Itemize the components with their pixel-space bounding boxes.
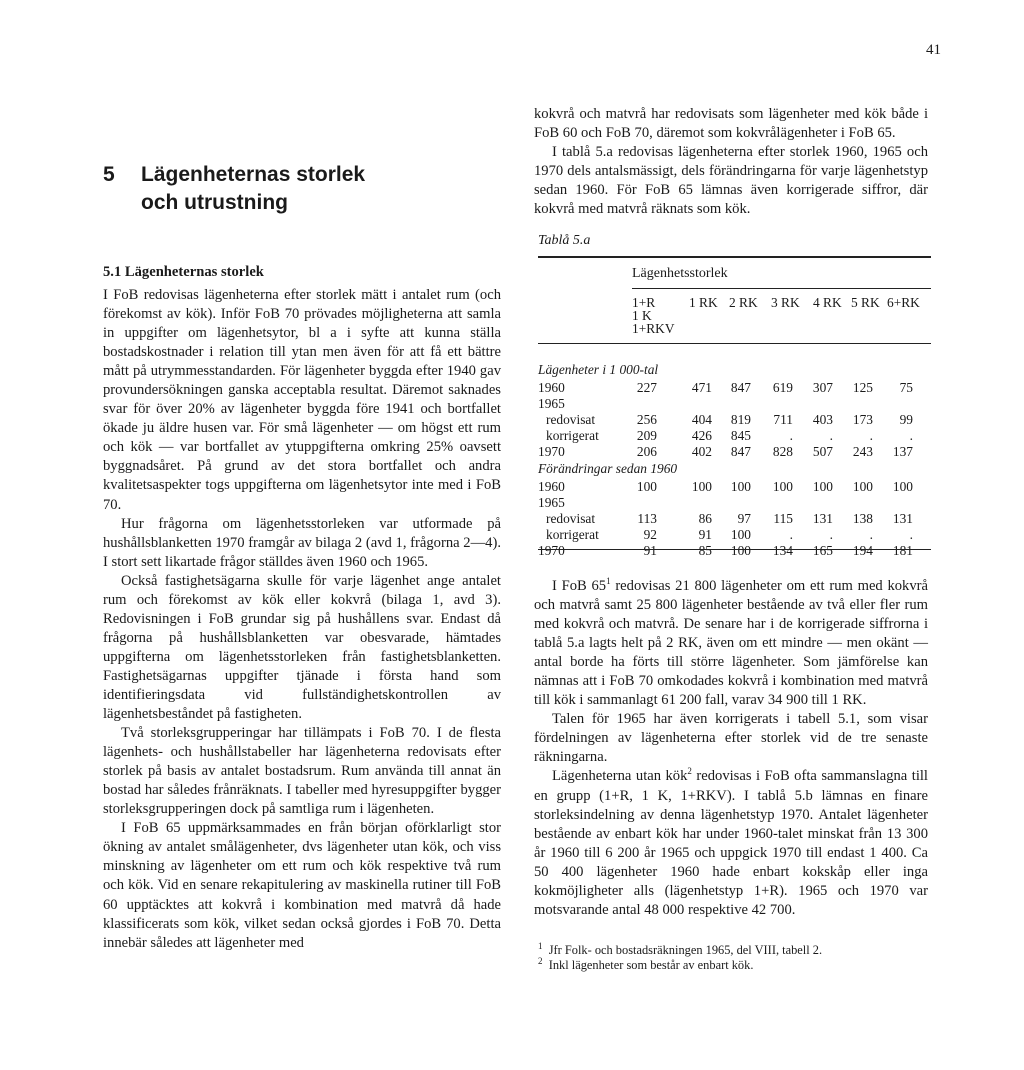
table-cell: 426 (691, 428, 712, 443)
table-cell: 137 (892, 444, 913, 459)
table-row-label: 1965 (538, 495, 565, 510)
table-cell: 92 (643, 527, 657, 542)
table-cell: 227 (636, 380, 657, 395)
section-heading: 5.1 Lägenheternas storlek (103, 264, 264, 280)
table-cell: 711 (773, 412, 793, 427)
table-cell: 194 (852, 543, 873, 558)
table-cell: . (829, 428, 833, 443)
table-row-label: 1970 (538, 444, 565, 459)
table-bottom-rule (538, 549, 931, 550)
table-cell: 471 (691, 380, 712, 395)
table-cell: 100 (892, 479, 913, 494)
table-cell: 181 (892, 543, 913, 558)
body-paragraph: kokvrå och matvrå har redovisats som lägenheter med kök både i FoB 60 och FoB 70, däremot som kokvrålägenheter i FoB 65. (534, 106, 928, 142)
page-number: 41 (926, 42, 941, 58)
table-cell: 845 (730, 428, 751, 443)
footnote: $^1$ Jfr Folk- och bostadsräkningen 1965, del VIII, tabell 2. (538, 940, 823, 957)
table-cell: 206 (636, 444, 657, 459)
col-header: 1 RK (689, 295, 718, 310)
table-cell: 100 (730, 527, 751, 542)
table-row-label: korrigerat (546, 428, 599, 443)
table-cell: 847 (730, 444, 751, 459)
table-cell: 619 (772, 380, 793, 395)
table-body-rule (538, 343, 931, 344)
table-cell: 131 (812, 511, 833, 526)
table-cell: 131 (892, 511, 913, 526)
table-row-label: 1960 (538, 380, 565, 395)
table-row-label: korrigerat (546, 527, 599, 542)
body-paragraph: Lägenheterna utan kök$^2$ redovisas i FoB ofta sammanslagna till en grupp (1+R, 1 K, 1+RKV). I tablå 5.b lämnas en finare storleksindelning av denna lägenhetstyp 1970. Antalet lägenheter bestående av enbart kök har under 1960-talet minskat från 13 300 år 1960 till 6 200 år 1965 och uppgick 1970 till endast 1 400. Ca 50 400 lägenheter 1960 hade enbart kokskåp eller inga kokmöjligheter alls (lägenhetstyp 1+R). 1965 och 1970 var motsvarande antal 48 000 respektive 42 700. (534, 766, 928, 918)
body-paragraph: Talen för 1965 har även korrigerats i tabell 5.1, som visar fördelningen av lägenheterna efter storlek vid de tre senaste räkningarna. (534, 711, 928, 766)
table-cell: 115 (773, 511, 793, 526)
table-cell: 307 (812, 380, 833, 395)
table-cell: 507 (812, 444, 833, 459)
col-header: 6+RK (887, 295, 920, 310)
table-cell: 100 (636, 479, 657, 494)
table-cell: 75 (899, 380, 913, 395)
table-cell: 403 (812, 412, 833, 427)
footnotes (538, 940, 932, 973)
table-section-title: Förändringar sedan 1960 (538, 461, 678, 476)
table-cell: 125 (852, 380, 873, 395)
body-paragraph: Också fastighetsägarna skulle för varje lägenhet ange antalet rum och förekomst av kök eller kokvrå (bilaga 1, avd 3). Redovisningen i FoB grundar sig på hushållens svar. Endast då frågorna på hushållsblanketten var obesvarade, hämtades uppgifterna om lägenhetsstorleken från fastighetsblanketten. Fastighetsägarnas uppgifter tjänade i första hand som identifieringsdata vid fullständighetskontrollen av lägenhetsbeståndet på fastigheten. (103, 572, 501, 723)
table-row-label: 1965 (538, 396, 565, 411)
table-cell: . (909, 527, 913, 542)
table-cell: 100 (730, 543, 751, 558)
table-stub-header: Lägenhetsstorlek (632, 266, 728, 281)
table-cell: 243 (852, 444, 873, 459)
table-cell: 113 (637, 511, 657, 526)
table-cell: 99 (899, 412, 913, 427)
table-row-label: 1960 (538, 479, 565, 494)
table-cell: 828 (772, 444, 793, 459)
table-row-label: 1970 (538, 543, 565, 558)
body-paragraph: I FoB redovisas lägenheterna efter storlek mätt i antalet rum (och förekomst av kök). Inför FoB 70 prövades möjligheterna att samla in uppgifter om lägenhetsytor, bl a i syfte att kunna ställa bostadskostnader i relation till ytan men även för att få ett bättre mått på utrymmesstandarden. För lägenheter byggda efter 1940 gav provundersökningen ganska acceptabla resultat. Däremot saknades svar för över 20% av lägenheter byggda före 1941 och bortfallet ökade ju äldre husen var. För små lägenheter — om högst ett rum och kök — var bortfallet av ytuppgifterna omkring 25% oavsett byggnadsåret. På grund av det stora bortfallet och andra kvalitetsaspekter togs uppgifterna om lägenhetsytor inte med i FoB 70. (103, 287, 501, 513)
chapter-title-line1: Lägenheternas storlek (141, 163, 366, 186)
col-header-first-2: 1 K (632, 308, 652, 323)
chapter-title-line2: och utrustning (141, 191, 288, 214)
table-cell: 138 (852, 511, 873, 526)
table-cell: . (789, 527, 793, 542)
right-bottom-column (534, 577, 928, 920)
body-paragraph: Hur frågorna om lägenhetsstorleken var utformade på hushållsblanketten 1970 framgår av bilaga 2 (avd 1, frågorna 2—4). I stort sett likartade frågor ställdes även 1960 och 1965. (103, 515, 501, 570)
col-header: 4 RK (813, 295, 842, 310)
table-cell: 100 (772, 479, 793, 494)
table-cell: 91 (698, 527, 712, 542)
table-cell: 819 (730, 412, 751, 427)
table-cell: 91 (643, 543, 657, 558)
table-cell: 100 (812, 479, 833, 494)
table-row-label: redovisat (546, 511, 596, 526)
body-paragraph: I FoB $65^1$ redovisas 21 800 lägenheter om ett rum med kokvrå och matvrå samt 25 800 lägenheter bestående av två eller fler rum med kokvrå och matvrå. De senare har i de korrigerade siffrorna i tablå 5.a lagts helt på 2 RK, även om ett mindre — men okänt — antal borde ha förts till större lägenheter. Som jämförelse kan nämnas att i FoB 70 omkodades kokvrå i kombination med matvrå till kök i sammanlagt 61 200 fall, varav 34 900 till 1 RK. (534, 576, 928, 709)
table-cell: . (829, 527, 833, 542)
table-cell: 97 (737, 511, 751, 526)
table-cell: 404 (691, 412, 712, 427)
table-cell: 847 (730, 380, 751, 395)
table-cell: 209 (636, 428, 657, 443)
table-cell: . (789, 428, 793, 443)
col-header: 3 RK (771, 295, 800, 310)
col-header-first-1: 1+R (632, 295, 656, 310)
table-header-rule (632, 288, 931, 289)
col-header: 2 RK (729, 295, 758, 310)
table-cell: 402 (691, 444, 712, 459)
table-cell: 100 (691, 479, 712, 494)
footnote: $^2$ Inkl lägenheter som består av enbart kök. (538, 955, 754, 972)
left-column (103, 286, 501, 953)
table-cell: . (869, 428, 873, 443)
table-cell: 173 (852, 412, 873, 427)
body-paragraph: I tablå 5.a redovisas lägenheterna efter storlek 1960, 1965 och 1970 dels antalsmässigt, dels förändringarna för varje lägenhetstyp sedan 1960. För FoB 65 lämnas även korrigerade siffror, där kokvrå med matvrå räknats som kök. (534, 144, 928, 218)
table-cell: 256 (636, 412, 657, 427)
chapter-number: 5 (103, 163, 115, 186)
table-section-title: Lägenheter i 1 000-tal (538, 362, 659, 377)
table-row-label: redovisat (546, 412, 596, 427)
right-top-column (534, 105, 928, 219)
table-cell: 100 (852, 479, 873, 494)
table-cell: . (869, 527, 873, 542)
table-cell: 86 (698, 511, 712, 526)
table-cell: 100 (730, 479, 751, 494)
table-top-rule (538, 256, 931, 258)
table-cell: . (909, 428, 913, 443)
col-header-first-3: 1+RKV (632, 321, 675, 336)
table-cell: 165 (812, 543, 833, 558)
body-paragraph: Två storleksgrupperingar har tillämpats i FoB 70. I de flesta lägenhets- och hushållstabeller har lägenheterna redovisats efter storlek på basis av antalet bostadsrum. Rum använda till annat än bostad har således frånräknats. I tabeller med hyresuppgifter bygger storleksgrupperingen dock på samtliga rum i lägenheten. (103, 725, 501, 818)
col-header: 5 RK (851, 295, 880, 310)
body-paragraph: I FoB 65 uppmärksammades en från början oförklarligt stor ökning av antalet smålägenheter, dvs lägenheter utan kök, och viss minskning av lägenheter om ett rum och kök respektive två rum och kök. Vid en senare rekapitulering av maskinella rutiner till FoB 60 upptäcktes att kokvrå i kombination med matvrå då hade klassificerats som kök, vilket sedan också gjordes i FoB 70. Detta innebär således att lägenheter med (103, 820, 501, 951)
table-cell: 134 (772, 543, 793, 558)
table-caption: Tablå 5.a (538, 233, 591, 248)
table-cell: 85 (698, 543, 712, 558)
